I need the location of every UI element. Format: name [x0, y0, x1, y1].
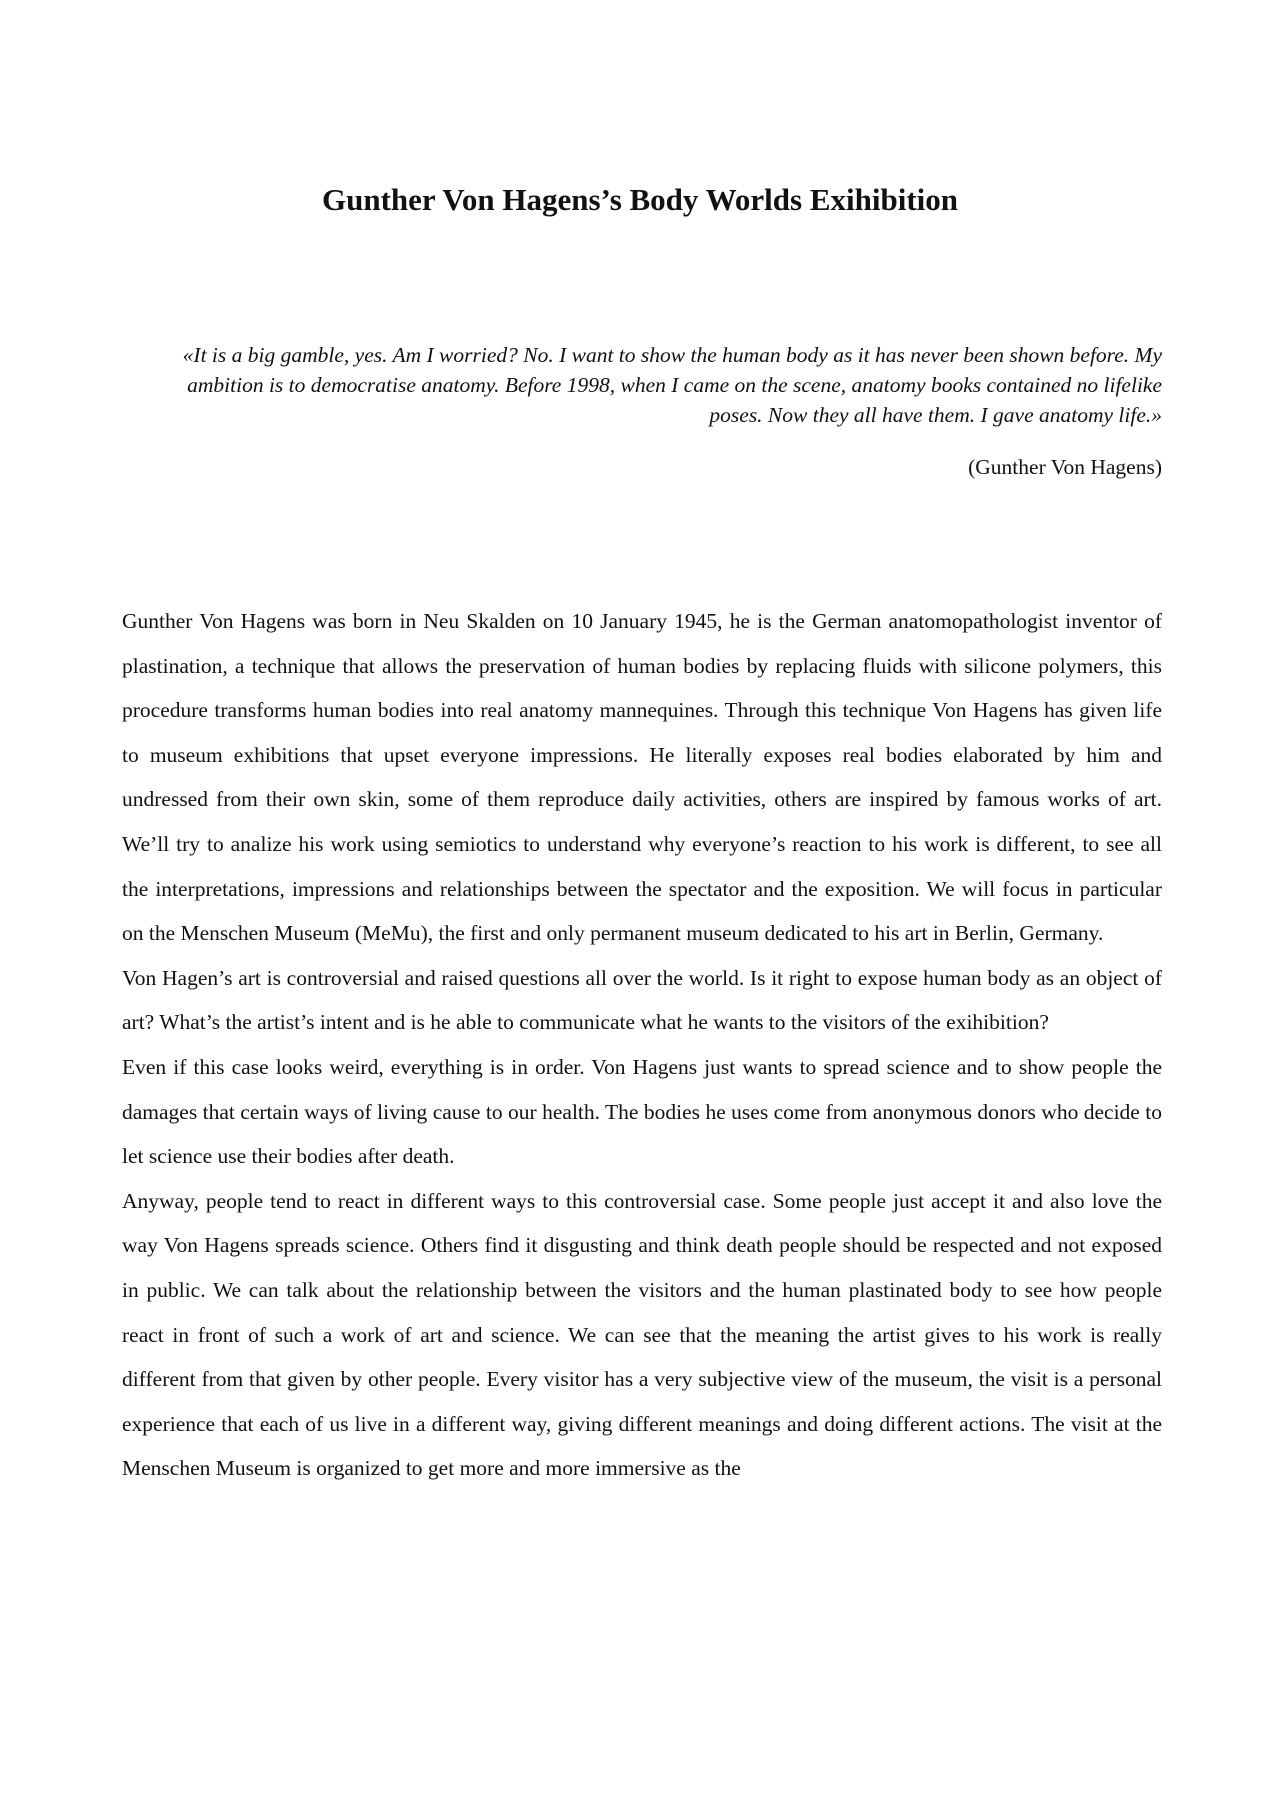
paragraph-4: Anyway, people tend to react in different ways to this controversial case. Some people just accept it and also love the way Von Hagens spreads science. Others find it disgusting and think death people should be respected and not exposed in public. We can talk about the relationship between the visitors and the human plastinated body to see how people react in front of such a work of art and science. We can see that the meaning the artist gives to his work is really different from that given by other people. Every visitor has a very subjective view of the museum, the visit is a personal experience that each of us live in a different way, giving different meanings and doing different actions. The visit at the Menschen Museum is organized to get more and more immersive as the	[122, 1188, 1162, 1481]
epigraph-quote: «It is a big gamble, yes. Am I worried? No. I want to show the human body as it has never been shown before. My ambition is to democratise anatomy. Before 1998, when I came on the scene, anatomy books contained no lifelike poses. Now they all have them. I gave anatomy life.»	[182, 343, 1162, 427]
paragraph-2: Von Hagen’s art is controversial and raised questions all over the world. Is it right to expose human body as an object of art? What’s the artist’s intent and is he able to communicate what he wants to the visitors of the exihibition?	[122, 965, 1162, 1035]
document-title: Gunther Von Hagens’s Body Worlds Exihibition	[322, 182, 958, 217]
paragraph-3: Even if this case looks weird, everything is in order. Von Hagens just wants to spread science and to show people the damages that certain ways of living cause to our health. The bodies he uses come from anonymous donors who decide to let science use their bodies after death.	[122, 1054, 1162, 1169]
epigraph-attribution: (Gunther Von Hagens)	[968, 455, 1162, 479]
body-text	[122, 599, 1162, 1491]
paragraph-1: Gunther Von Hagens was born in Neu Skalden on 10 January 1945, he is the German anatomopathologist inventor of plastination, a technique that allows the preservation of human bodies by replacing fluids with silicone polymers, this procedure transforms human bodies into real anatomy mannequines. Through this technique Von Hagens has given life to museum exhibitions that upset everyone impressions. He literally exposes real bodies elaborated by him and undressed from their own skin, some of them reproduce daily activities, others are inspired by famous works of art. We’ll try to analize his work using semiotics to understand why everyone’s reaction to his work is different, to see all the interpretations, impressions and relationships between the spectator and the exposition. We will focus in particular on the Menschen Museum (MeMu), the first and only permanent museum dedicated to his art in Berlin, Germany.	[122, 609, 1162, 946]
